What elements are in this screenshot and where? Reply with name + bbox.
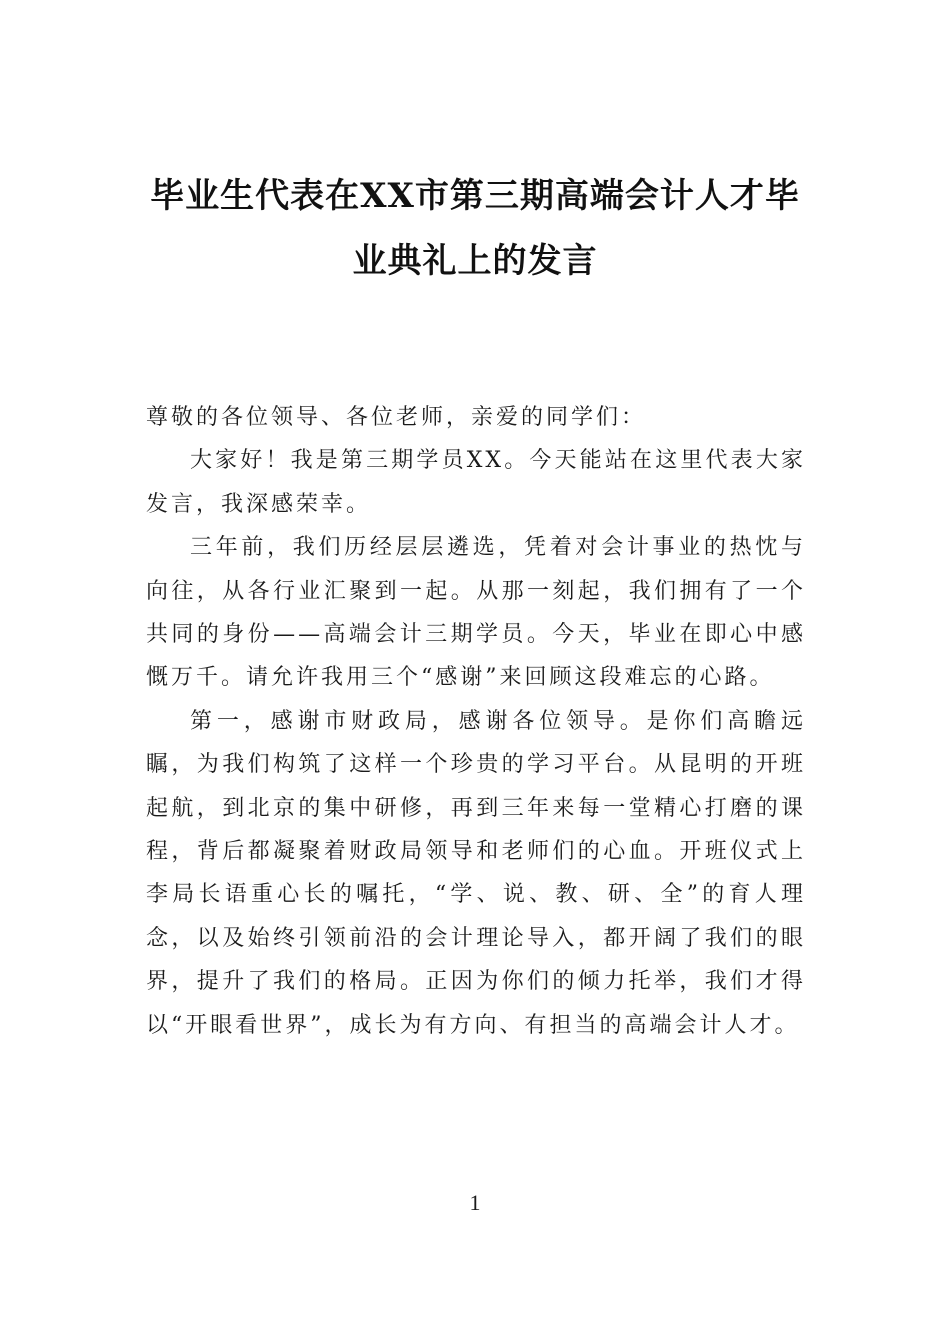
paragraph-first-thanks: 第一，感谢市财政局，感谢各位领导。是你们高瞻远瞩，为我们构筑了这样一个珍贵的学习平台。从昆明的开班起航，到北京的集中研修，再到三年来每一堂精心打磨的课程，背后都凝聚着财政局领导和老师们的心血。开班仪式上李局长语重心长的嘱托，“学、说、教、研、全”的育人理念，以及始终引领前沿的会计理论导入，都开阔了我们的眼界，提升了我们的格局。正因为你们的倾力托举，我们才得以“开眼看世界”，成长为有方向、有担当的高端会计人才。 xyxy=(146,708,806,1038)
document-title: 毕业生代表在XX市第三期高端会计人才毕业典礼上的发言 xyxy=(150,176,800,281)
page-number: 1 xyxy=(469,1190,481,1215)
salutation: 尊敬的各位领导、各位老师，亲爱的同学们： xyxy=(146,405,647,430)
document-body xyxy=(146,396,806,1047)
paragraph-greeting: 大家好！我是第三期学员XX。今天能站在这里代表大家发言，我深感荣幸。 xyxy=(146,448,806,517)
paragraph-intro: 三年前，我们历经层层遴选，凭着对会计事业的热忱与向往，从各行业汇聚到一起。从那一刻起，我们拥有了一个共同的身份——高端会计三期学员。今天，毕业在即心中感慨万千。请允许我用三个“感谢”来回顾这段难忘的心路。 xyxy=(146,535,806,691)
